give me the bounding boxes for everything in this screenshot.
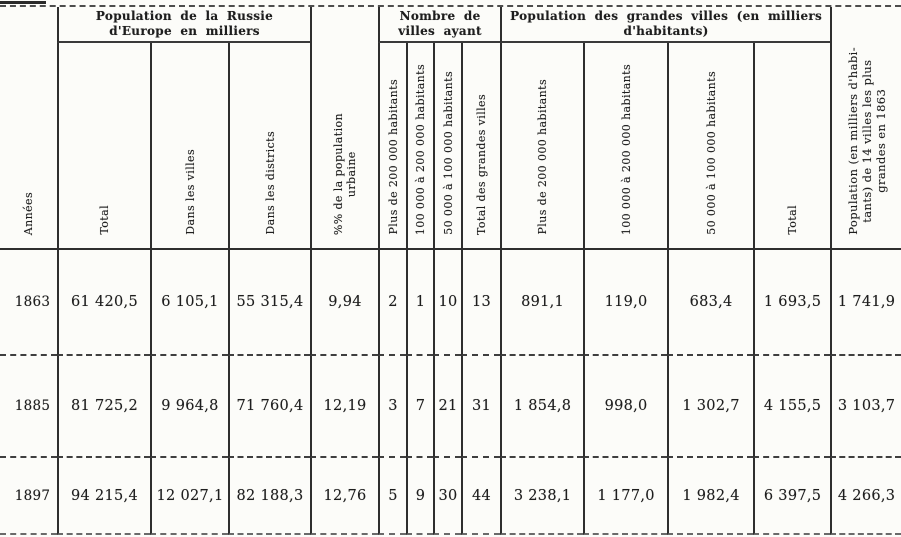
- column-header-pop-plus-200000: Plus de 200 000 habitants: [500, 43, 583, 250]
- table-cell: 4 155,5: [753, 356, 830, 458]
- table-cell: 1 302,7: [667, 356, 753, 458]
- column-header-pop-100000-200000: 100 000 à 200 000 habitants: [583, 43, 667, 250]
- group-header-grandes-villes: Population des grandes villes (en milliers d'habitants): [500, 7, 830, 43]
- table-cell: 82 188,3: [228, 458, 310, 535]
- table-cell: 3 103,7: [830, 356, 901, 458]
- table-cell: 55 315,4: [228, 250, 310, 356]
- table-body: [0, 250, 901, 535]
- table-cell: 1 854,8: [500, 356, 583, 458]
- table-cell: 61 420,5: [57, 250, 150, 356]
- group-header-population-russie: Population de la Russie d'Europe en milliers: [57, 7, 310, 43]
- year-cell: 1885: [0, 356, 57, 458]
- table-cell: 30: [433, 458, 461, 535]
- table-cell: 13: [461, 250, 500, 356]
- year-cell: 1897: [0, 458, 57, 535]
- table-row-1863: [0, 250, 901, 356]
- table-row-1897: [0, 458, 901, 535]
- table-cell: 1 741,9: [830, 250, 901, 356]
- table-cell: 2: [378, 250, 406, 356]
- table-cell: 71 760,4: [228, 356, 310, 458]
- column-header-annees: [0, 7, 57, 250]
- header-label: Années: [22, 191, 35, 235]
- table-cell: 94 215,4: [57, 458, 150, 535]
- table-cell: 3 238,1: [500, 458, 583, 535]
- table-cell: 4 266,3: [830, 458, 901, 535]
- table-cell: 1 177,0: [583, 458, 667, 535]
- scan-edge-artifact: [0, 1, 46, 4]
- column-header-dans-les-districts: Dans les districts: [228, 43, 310, 250]
- table-cell: 31: [461, 356, 500, 458]
- group-header-row: [0, 7, 901, 43]
- table-cell: 998,0: [583, 356, 667, 458]
- column-header-nb-100000-200000: 100 000 à 200 000 habitants: [406, 43, 433, 250]
- year-cell: 1863: [0, 250, 57, 356]
- table-cell: 12,19: [310, 356, 378, 458]
- column-header-nb-plus-200000: Plus de 200 000 habitants: [378, 43, 406, 250]
- column-header-pop-total: Total: [753, 43, 830, 250]
- table-cell: 7: [406, 356, 433, 458]
- column-header-14-villes-1863: Population (en milliers d'habi- tants) de 14 villes les plus grandes en 1863: [830, 7, 901, 250]
- table-cell: 1: [406, 250, 433, 356]
- table-cell: 891,1: [500, 250, 583, 356]
- table-cell: 1 982,4: [667, 458, 753, 535]
- population-russie-table: [0, 5, 901, 535]
- column-header-nb-50000-100000: 50 000 à 100 000 habitants: [433, 43, 461, 250]
- table-cell: 21: [433, 356, 461, 458]
- column-header-nb-total-grandes-villes: Total des grandes villes: [461, 43, 500, 250]
- table-row-1885: [0, 356, 901, 458]
- column-header-dans-les-villes: Dans les villes: [150, 43, 228, 250]
- table-cell: 6 397,5: [753, 458, 830, 535]
- table-cell: 81 725,2: [57, 356, 150, 458]
- column-header-pct-urbaine: %% de la population urbaine: [310, 7, 378, 250]
- table-cell: 9: [406, 458, 433, 535]
- table-cell: 119,0: [583, 250, 667, 356]
- table-cell: 10: [433, 250, 461, 356]
- table-cell: 12,76: [310, 458, 378, 535]
- table-cell: 12 027,1: [150, 458, 228, 535]
- group-header-nombre-villes: Nombre de villes ayant: [378, 7, 500, 43]
- column-header-total-russie: Total: [57, 43, 150, 250]
- table-cell: 9,94: [310, 250, 378, 356]
- table-cell: 3: [378, 356, 406, 458]
- table-cell: 1 693,5: [753, 250, 830, 356]
- table-cell: 6 105,1: [150, 250, 228, 356]
- table-cell: 5: [378, 458, 406, 535]
- table-cell: 44: [461, 458, 500, 535]
- column-header-pop-50000-100000: 50 000 à 100 000 habitants: [667, 43, 753, 250]
- table-header: [0, 7, 901, 250]
- table-cell: 683,4: [667, 250, 753, 356]
- rotated-header-row: [0, 43, 901, 250]
- table-cell: 9 964,8: [150, 356, 228, 458]
